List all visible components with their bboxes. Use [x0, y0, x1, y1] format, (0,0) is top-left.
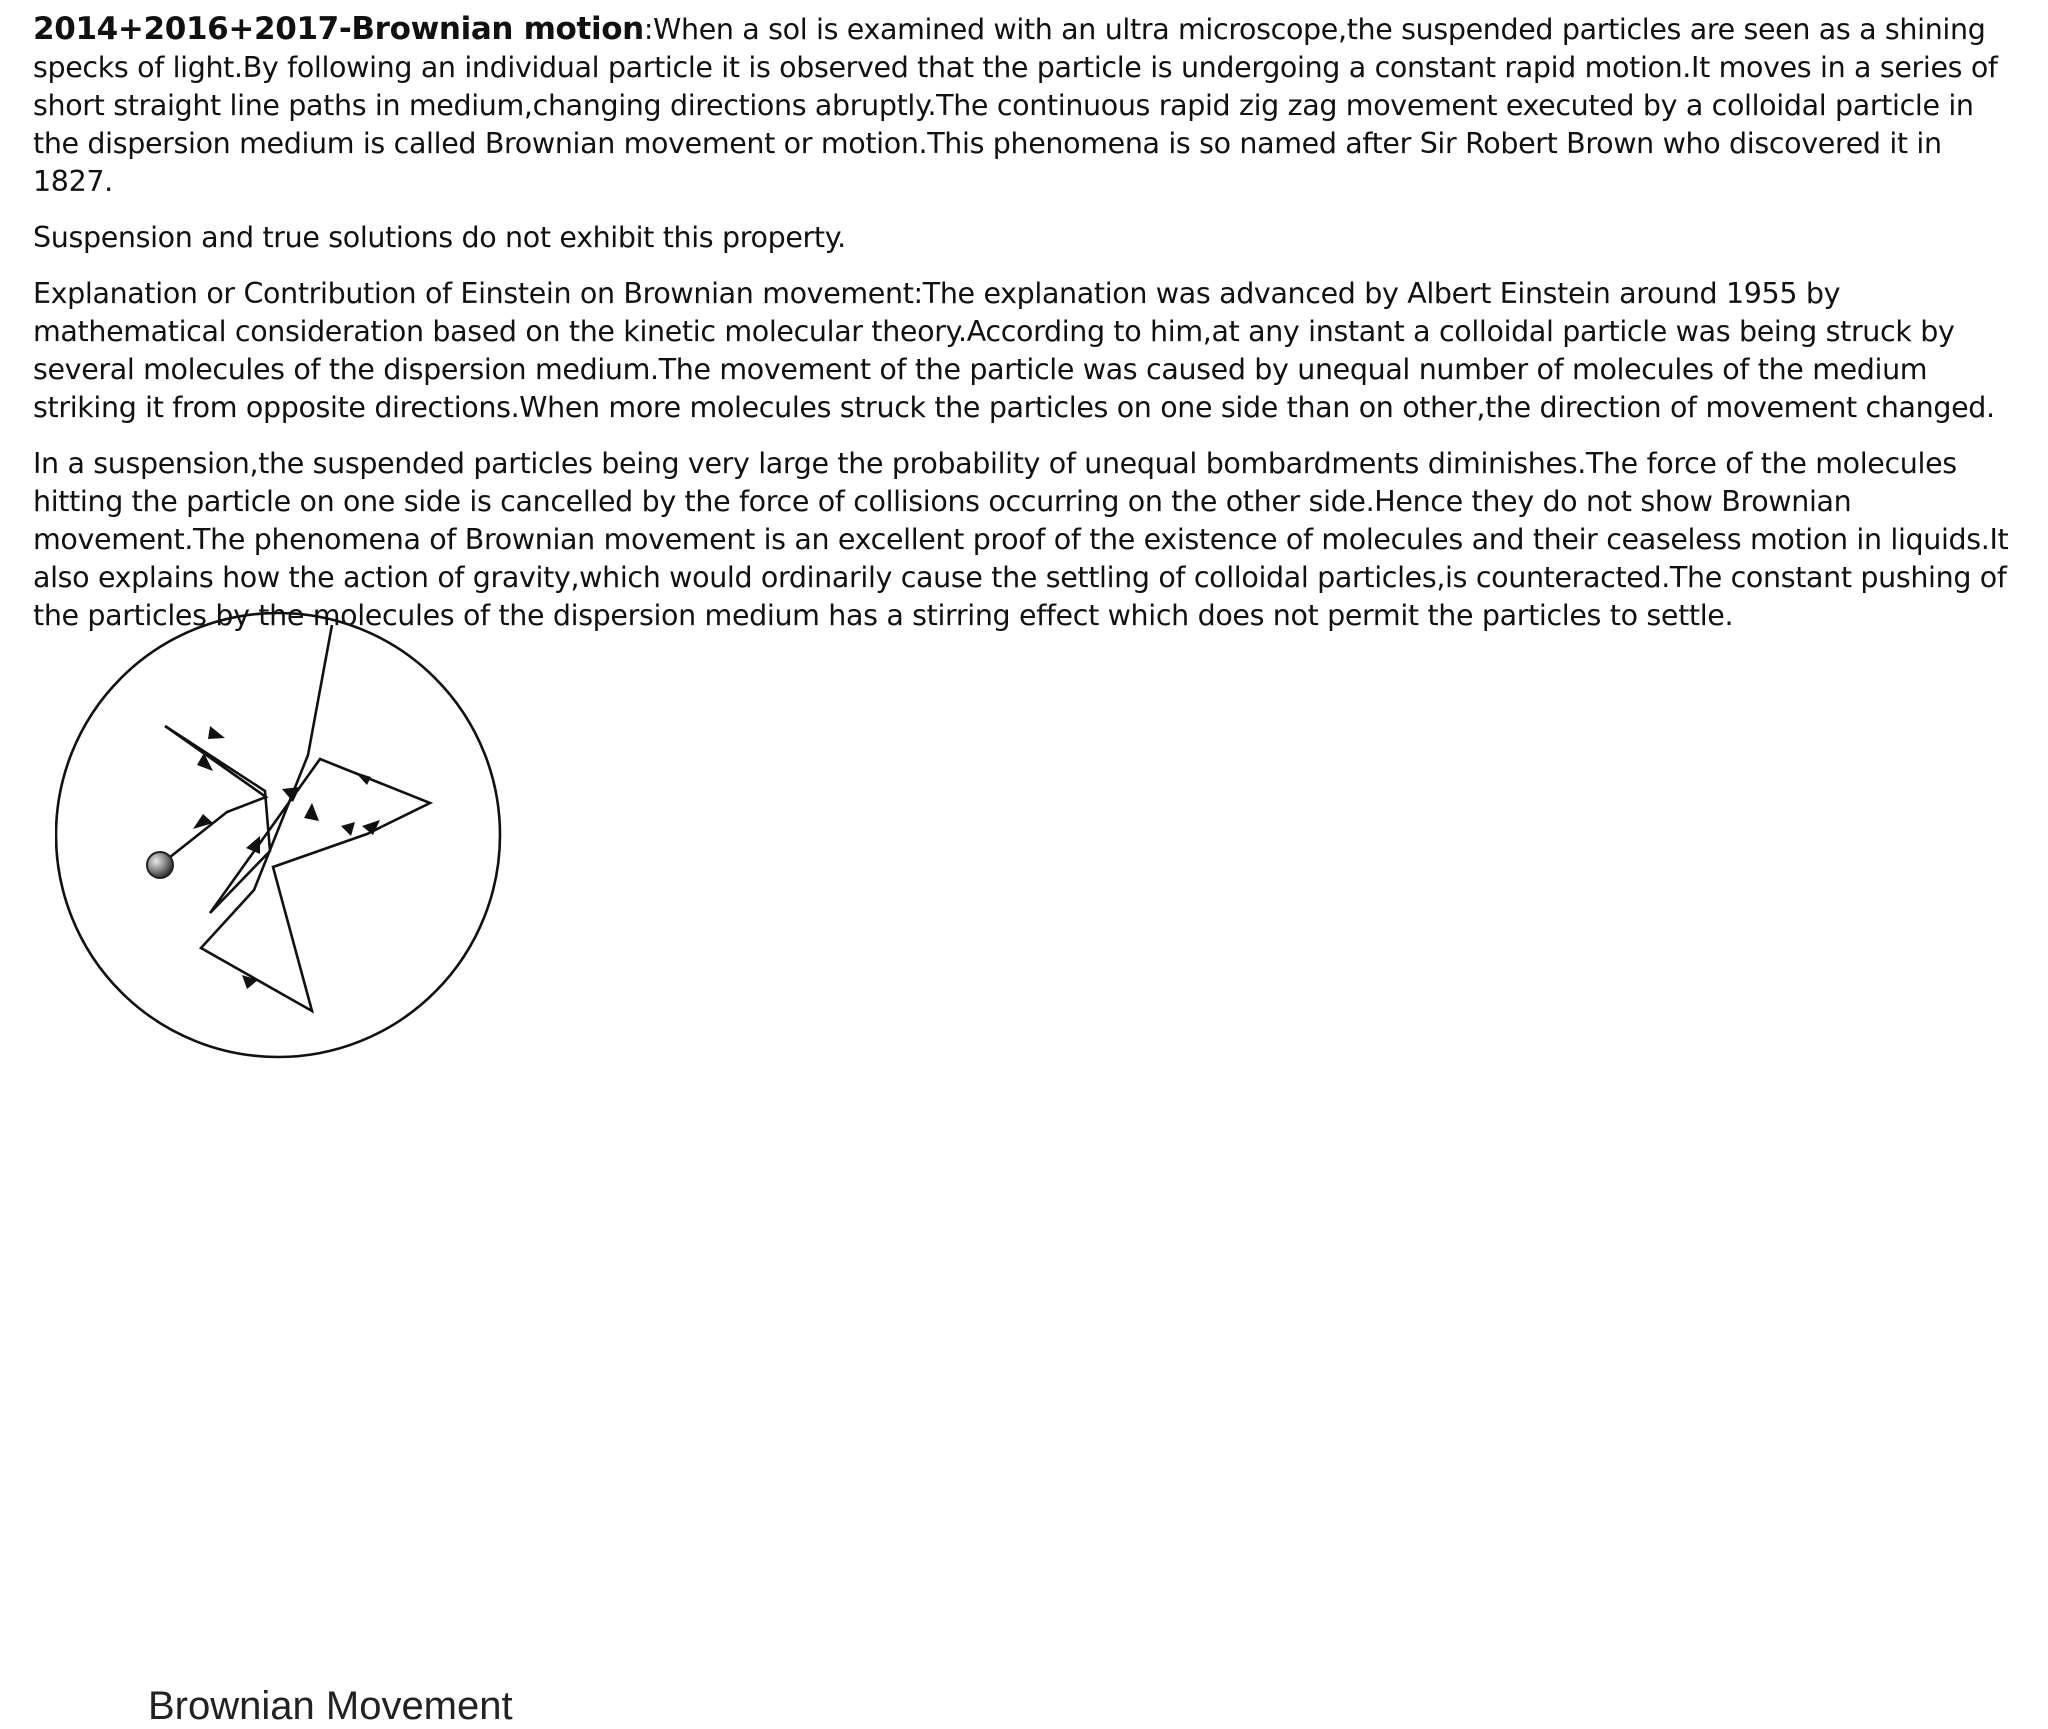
figure-caption: Brownian Movement [148, 1684, 513, 1728]
arrowhead [355, 772, 371, 785]
paragraph-brownian-motion [33, 10, 2023, 201]
paragraph-suspension-explanation [33, 445, 2023, 635]
paragraph-text: Explanation or Contribution of Einstein on Brownian movement:The explanation was advanced by Albert Einstein around 1955 by mathematical consideration based on the kinetic molecular theory.According to him,at any instant a colloidal particle was being struck by several molecules of the dispersion medium.The movement of the particle was caused by unequal number of molecules of the medium striking it from opposite directions.When more molecules struck the particles on one side than on other,the direction of movement changed. [33, 277, 1995, 424]
brownian-movement-figure [55, 612, 525, 1728]
document-body [33, 10, 2023, 653]
paragraph-text: In a suspension,the suspended particles being very large the probability of unequal bombardments diminishes.The force of the molecules hitting the particle on one side is cancelled by the force of collisions occurring on the other side.Hence they do not show Brownian movement.The phenomena of Brownian movement is an excellent proof of the existence of molecules and their ceaseless motion in liquids.It also explains how the action of gravity,which would ordinarily cause the settling of colloidal particles,is counteracted.The constant pushing of the particles by the molecules of the dispersion medium has a stirring effect which does not permit the particles to settle. [33, 447, 2009, 632]
arrowhead [341, 822, 355, 836]
brownian-path-diagram-icon [55, 612, 525, 1132]
paragraph-text: :When a sol is examined with an ultra microscope,the suspended particles are seen as a shining specks of light.By following an individual particle it is observed that the particle is undergoing a constant rapid motion.It moves in a series of short straight line paths in medium,changing directions abruptly.The continuous rapid zig zag movement executed by a colloidal particle in the dispersion medium is called Brownian movement or motion.This phenomena is so named after Sir Robert Brown who discovered it in 1827. [33, 13, 1998, 198]
paragraph-einstein [33, 275, 2023, 427]
arrowhead [208, 726, 225, 739]
particle-ball [147, 852, 173, 878]
paragraph-suspension [33, 219, 2023, 257]
paragraph-text: Suspension and true solutions do not exhibit this property. [33, 221, 846, 254]
arrowhead [304, 803, 319, 821]
section-heading: 2014+2016+2017-Brownian motion [33, 11, 644, 47]
